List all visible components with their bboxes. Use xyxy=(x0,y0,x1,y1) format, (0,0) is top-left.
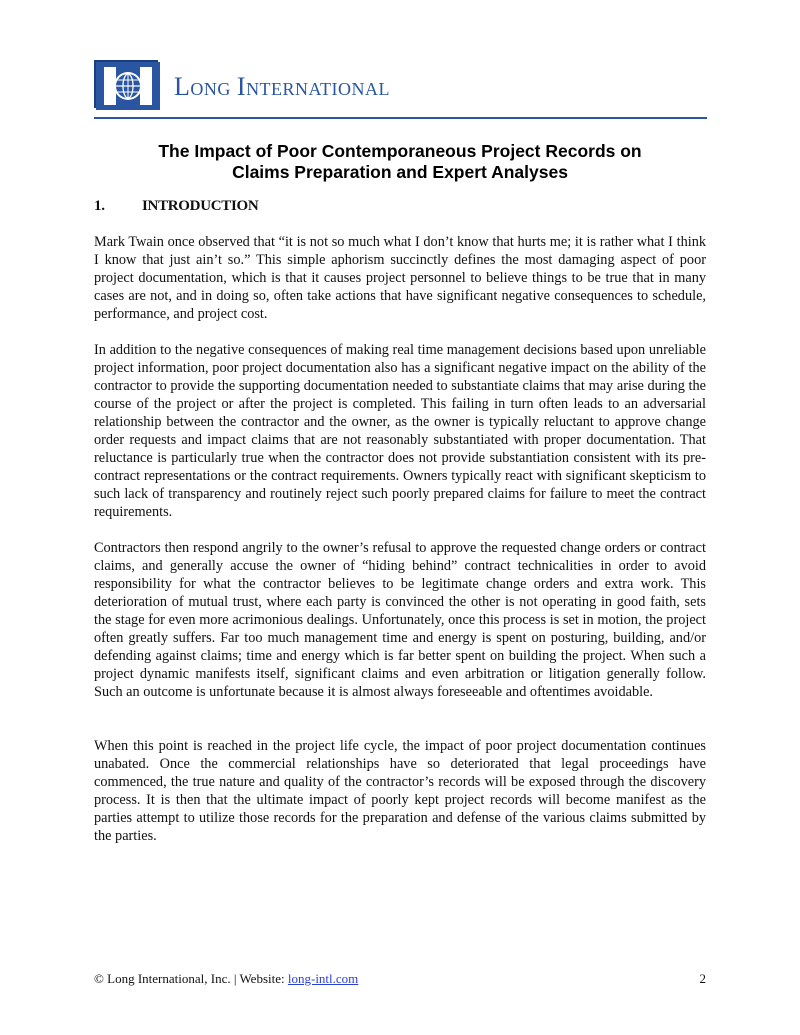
title-line-2: Claims Preparation and Expert Analyses xyxy=(232,162,568,182)
title-line-1: The Impact of Poor Contemporaneous Project Records on xyxy=(158,141,642,161)
section-title: INTRODUCTION xyxy=(142,198,259,214)
footer-copyright: © Long International, Inc. | Website: long-intl.com xyxy=(94,971,359,986)
section-heading xyxy=(94,198,258,215)
page-number: 2 xyxy=(699,971,706,986)
paragraph-4: When this point is reached in the project life cycle, the impact of poor project documentation continues unabated. Once the commercial relationships have so deteriorated that legal proceedings have commenced, the true nature and quality of the contractor’s records will be exposed through the discovery process. It is then that the ultimate impact of poorly kept project records will become manifest as the parties attempt to utilize those records for the preparation and defense of the various claims submitted by the parties. xyxy=(94,738,706,844)
company-name: LONG INTERNATIONAL xyxy=(174,72,391,101)
company-logo xyxy=(94,60,158,108)
website-link[interactable]: long-intl.com xyxy=(287,971,359,986)
section-number: 1. xyxy=(94,198,105,214)
header-divider xyxy=(94,117,707,119)
paragraph-1: Mark Twain once observed that “it is not so much what I don’t know that hurts me; it is rather what I think I know that just ain’t so.” This simple aphorism succinctly defines the most damaging aspect of poor project documentation, which is that it causes project personnel to believe things to be true that in many cases are not, and in doing so, often take actions that have significant negative consequences to schedule, performance, and project cost. xyxy=(94,234,706,322)
paragraph-3: Contractors then respond angrily to the owner’s refusal to approve the requested change orders or contract claims, and generally accuse the owner of “hiding behind” contract technicalities in order to avoid responsibility for what the contractor believes to be legitimate change orders and extra work. This deterioration of mutual trust, where each party is convinced the other is not operating in good faith, sets the stage for even more acrimonious dealings. Unfortunately, once this process is set in motion, the project often greatly suffers. Far too much management time and energy is spent on posturing, building, and/or defending against claims; time and energy which is far better spent on building the project. When such a project dynamic manifests itself, significant claims and even arbitration or litigation generally follow. Such an outcome is unfortunate because it is almost always foreseeable and oftentimes avoidable. xyxy=(94,540,706,700)
paragraph-2: In addition to the negative consequences of making real time management decisions based upon unreliable project information, poor project documentation also has a significant negative impact on the ability of the contractor to provide the supporting documentation needed to substantiate claims that may arise during the course of the project or after the project is completed. This failing in turn often leads to an adversarial relationship between the contractor and the owner, as the owner is typically reluctant to approve change order requests and impact claims that are not reasonably substantiated with proper documentation. That reluctance is particularly true when the contractor does not provide substantiation consistent with its pre-contract representations or the contract requirements. Owners typically react with significant skepticism to such lack of transparency and routinely reject such poorly prepared claims for failure to meet the contract requirements. xyxy=(94,342,706,520)
document-title xyxy=(94,141,706,183)
letterhead xyxy=(94,60,706,118)
